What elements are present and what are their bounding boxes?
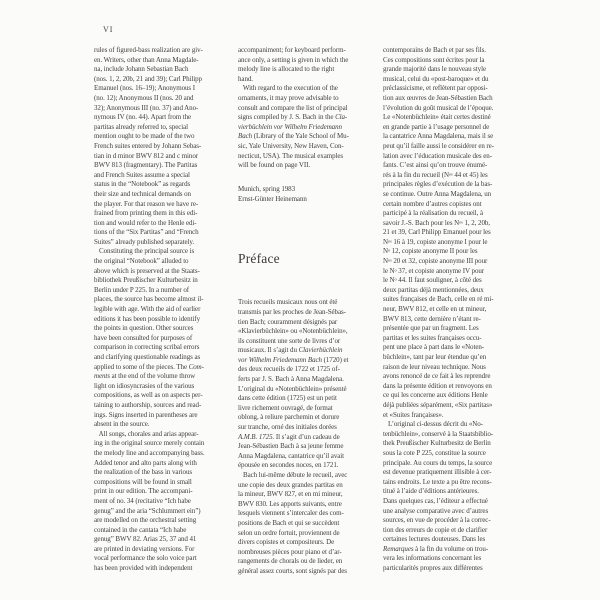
text-line: Remarques à la fin du volume on trou-: [383, 544, 489, 553]
text-line: places, the source has become almost il-: [94, 295, 204, 304]
text-line: nymous IV (no. 44). Apart from the: [94, 113, 192, 122]
text-line: musical, celui du «post-baroque» et du: [383, 74, 489, 83]
text-line: legible with age. With the aid of earlier: [94, 305, 201, 314]
text-line: le $N^o$ 37, et copiste anonyme IV pour: [383, 266, 485, 275]
text-line: Le «Notenbüchlein» était certes destiné: [383, 113, 491, 122]
text-line: vierbüchlein vor Wilhelm Friedemann: [238, 122, 342, 131]
signoff-place-date: Munich, spring 1983: [238, 184, 296, 193]
text-line: Constituting the principal source is: [94, 247, 195, 256]
text-line: se continue. Outre Anna Magdalena, un: [383, 189, 492, 198]
text-line: Bach lui-même débute le recueil, avec: [238, 471, 348, 479]
text-line: genug” and the aria “Schlummert ein”): [94, 506, 201, 515]
text-line: ils constituent une sorte de livres d’or: [238, 336, 341, 345]
text-line: bibliothek Preußischer Kulturbesitz in: [94, 276, 198, 285]
text-line: have been consulted for purposes of: [94, 333, 193, 342]
text-line: their size and technical demands on: [94, 189, 191, 198]
text-line: rangements de chorals ou de lieder, en: [238, 557, 343, 566]
text-line: tion aux œuvres de Jean-Sébastien Bach: [383, 93, 493, 102]
text-line: editions it has been possible to identify: [94, 314, 200, 323]
text-line: $N^{os}$ 20 et 32, copiste anonyme III pour: [383, 257, 488, 266]
text-line: frained from printing them in this edi-: [94, 209, 198, 218]
text-line: ce qui les concerne aux éditions Henle: [383, 391, 488, 400]
text-line: has been provided with independent: [94, 564, 193, 573]
text-line: épousée en secondes noces, en 1721.: [238, 461, 339, 470]
text-line: en. Writers, other than Anna Magdale-: [94, 55, 199, 64]
text-line: BWV 830. Les apports suivants, entre: [238, 499, 342, 508]
text-line: la mineur, BWV 827, et en mi mineur,: [238, 490, 343, 499]
text-line: vor Wilhelm Friedemann Bach (1720) et: [238, 355, 349, 364]
text-line: avons renoncé de ce fait à les reprendre: [383, 372, 491, 381]
text-line: applied to some of the pieces. The Com-: [94, 362, 204, 371]
text-line: hand.: [238, 74, 253, 83]
text-line: positions de Bach et qui se succèdent: [238, 518, 340, 527]
text-line: «Klavierbüchlein» ou «Notenbüchlein»,: [238, 327, 348, 336]
text-line: print in our edition. The accompani-: [94, 487, 193, 496]
text-line: Dans quelques cas, l’éditeur a effectué: [383, 496, 488, 505]
text-line: (no. 12); Anonymous II (nos. 20 and: [94, 93, 194, 102]
text-line: sous la cote P 225, constitue la source: [383, 448, 486, 457]
text-line: are printed in deviating versions. For: [94, 544, 195, 553]
text-line: tion and would refer to the Henle edi-: [94, 218, 197, 227]
text-line: des deux recueils de 1722 et 1725 of-: [238, 365, 340, 374]
text-line: ing in the original source merely contain: [94, 439, 205, 448]
text-line: Added tenor and alto parts along with: [94, 458, 197, 467]
text-line: All songs, chorales and arias appear-: [94, 429, 199, 438]
text-line: L’original ci-dessus décrit du «No-: [383, 420, 483, 429]
text-line: and clarifying questionable readings as: [94, 353, 201, 361]
text-line: tian in d minor BWV 812 and c minor: [94, 151, 199, 160]
text-line: the player. For that reason we have re-: [94, 199, 199, 208]
text-line: BWV 813 (fragmentary). The Partitas: [94, 161, 198, 170]
text-line: suites françaises de Bach, celle en ré mi-: [383, 295, 494, 304]
text-line: lesquels viennent s’intercaler des com-: [238, 509, 344, 518]
text-line: status in the “Notebook” as regards: [94, 180, 191, 189]
text-line: tenbüchlein», conservé à la Staatsbiblio-: [383, 429, 494, 438]
text-line: BWV 813, cette dernière n’étant re-: [383, 314, 481, 323]
text-line: contemporains de Bach et par ses fils.: [383, 46, 486, 54]
text-line: the original “Notebook” alluded to: [94, 257, 189, 266]
text-line: sur tranche, orné des initiales dorées: [238, 423, 337, 432]
text-line: le $N^o$ 44. Il faut souligner, à côté des: [383, 276, 482, 285]
text-line: tions of the “Six Partitas” and “French: [94, 228, 199, 237]
text-line: participé à la réalisation du recueil, à: [383, 209, 483, 218]
text-column-2: [238, 46, 374, 577]
text-line: tains endroits. Le texte a pu être recons-: [383, 477, 492, 486]
text-line: (nos. 1, 2, 20b, 21 and 39); Carl Philipp: [94, 74, 202, 83]
text-line: comparison in correcting scribal errors: [94, 343, 200, 352]
text-line: 21 et 39, Carl Philipp Emanuel pour les: [383, 228, 491, 237]
text-line: raison de leur niveau technique. Nous: [383, 362, 486, 371]
text-line: partitas already referred to, special: [94, 122, 189, 131]
text-line: the points in question. Other sources: [94, 324, 194, 333]
text-line: oblong, à reliure parchemin et dorure: [238, 413, 340, 422]
text-line: l’évolution du goût musical de l’époque.: [383, 103, 494, 112]
text-line: une copie des deux grandes partitas en: [238, 480, 343, 489]
text-line: deux partitas déjà mentionnées, deux: [383, 285, 484, 294]
english-preface-end: [238, 46, 374, 171]
text-line: taining to authorship, sources and read-: [94, 400, 202, 409]
text-line: principale. Au cours du temps, la source: [383, 458, 493, 467]
text-line: particularités propres aux différentes: [383, 564, 483, 573]
signoff-author: Ernst-Günter Heinemann: [238, 194, 307, 203]
text-line: nombreuses pièces pour piano et d’ar-: [238, 547, 342, 556]
french-preface-start: [238, 298, 374, 576]
text-line: necticut, USA). The musical examples: [238, 151, 344, 160]
text-line: A.M.B. 1725. Il s’agit d’un cadeau de: [238, 432, 340, 441]
text-column-3: [383, 46, 519, 574]
text-line: genug” BWV 82. Arias 25, 37 and 41: [94, 535, 197, 544]
text-line: above which is preserved at the Staats-: [94, 266, 200, 275]
text-line: rés à la fin du recueil ($N^{os}$ 44 et 45) les: [383, 170, 488, 179]
text-line: vocal performance the solo voice part: [94, 554, 197, 563]
text-line: musicaux. Il s’agit du Clavierbüchlein: [238, 346, 343, 355]
text-line: la cantatrice Anna Magdalena, mais il se: [383, 132, 494, 141]
preface-heading: Préface: [238, 251, 280, 267]
text-line: certaines lectures douteuses. Dans les: [383, 535, 486, 544]
text-line: selon un ordre fortuit, proviennent de: [238, 528, 340, 537]
text-line: dans cette édition (1725) est un petit: [238, 394, 337, 403]
text-line: 32); Anonymous III (no. 37) and Ano-: [94, 103, 199, 112]
text-line: pent une place à part dans le «Noten-: [383, 343, 485, 352]
text-line: will be found on page VII.: [238, 161, 311, 170]
text-line: mention ought to be made of the two: [94, 132, 195, 141]
text-line: ments at the end of the volume throw: [94, 372, 196, 381]
text-line: général assez courts, sont signés par des: [238, 566, 347, 575]
text-line: With regard to the execution of the: [238, 84, 338, 93]
text-line: accompaniment; for keyboard perform-: [238, 46, 346, 54]
text-line: büchlein», tant par leur étendue qu’en: [383, 353, 487, 361]
text-line: fants. C’est ainsi qu’on trouve énumé-: [383, 161, 488, 170]
text-line: absent in the source.: [94, 420, 150, 429]
text-line: transmis par les proches de Jean-Sébas-: [238, 307, 346, 316]
text-line: melody line is allocated to the right: [238, 65, 335, 74]
text-line: French suites entered by Johann Sebas-: [94, 141, 202, 150]
text-line: partitas et les suites françaises occu-: [383, 333, 482, 342]
text-line: Trois recueils musicaux nous ont été: [238, 298, 338, 307]
text-line: neur, BWV 812, et celle en ut mineur,: [383, 305, 487, 314]
text-line: principales règles d’exécution de la bas-: [383, 180, 493, 189]
text-line: the realization of the bass in various: [94, 468, 193, 477]
text-line: savoir J.-S. Bach pour les $N^{os}$ 1, 2, 20b,: [383, 218, 490, 227]
text-line: certain nombre d’autres copistes ont: [383, 199, 482, 208]
text-line: et «Suites françaises».: [383, 410, 444, 419]
text-line: $N^o$ 12, copiste anonyme II pour les: [383, 247, 478, 256]
text-line: and French Suites assume a special: [94, 170, 190, 179]
text-line: thek Preußischer Kulturbesitz de Berlin: [383, 439, 491, 448]
text-line: Anna Magdalena, cantatrice qu’il avait: [238, 451, 344, 460]
text-line: ornaments, it may prove advisable to: [238, 93, 339, 102]
text-line: une analyse comparative avec d’autres: [383, 506, 489, 515]
text-column-1: [94, 46, 230, 574]
text-line: L’original du «Notenbüchlein» présenté: [238, 384, 347, 393]
text-line: titué à l’aide d’éditions antérieures.: [383, 487, 479, 496]
text-line: lation avec l’éducation musicale des en-: [383, 151, 492, 160]
text-line: compositions will be found in small: [94, 477, 192, 486]
text-line: tion des erreurs de copie et de clarifier: [383, 525, 488, 534]
text-line: rules of figured-bass realization are giv-: [94, 46, 203, 54]
text-line: sources, en vue de procéder à la correc-: [383, 516, 491, 525]
text-line: the melody line and accompanying bass.: [94, 448, 205, 457]
text-line: ment of no. 34 (recitative “Ich habe: [94, 496, 191, 505]
text-line: light on idiosyncrasies of the various: [94, 381, 195, 390]
text-line: signs compiled by J. S. Bach in the Cla-: [238, 113, 348, 122]
text-line: Jean-Sébastien Bach à sa jeune femme: [238, 442, 344, 451]
text-line: en grande partie à l’usage personnel de: [383, 122, 490, 131]
text-line: divers copistes et compositeurs. De: [238, 538, 335, 547]
text-line: ance only, a setting is given in which the: [238, 55, 349, 64]
text-line: vera les informations concernant les: [383, 554, 482, 563]
text-line: contained in the cantata “Ich habe: [94, 525, 187, 534]
text-line: Emanuel (nos. 16–19); Anonymous I: [94, 84, 195, 93]
text-line: livre richement ouvragé, de format: [238, 403, 333, 412]
text-line: are modelled on the orchestral setting: [94, 516, 197, 525]
text-line: peut qu’il faille aussi le considérer en re-: [383, 141, 494, 150]
text-line: Berlin under P 225. In a number of: [94, 285, 190, 294]
text-line: ferts par J. S. Bach à Anna Magdalena.: [238, 375, 344, 384]
text-line: présentée que par un fragment. Les: [383, 324, 479, 333]
signoff-block: [238, 185, 374, 205]
text-line: consult and compare the list of principal: [238, 103, 348, 112]
text-line: sic, Yale University, New Haven, Con-: [238, 141, 344, 150]
text-line: est devenue pratiquement illisible à cer-: [383, 468, 492, 477]
text-line: tien Bach; couramment désignés par: [238, 317, 338, 326]
page-number: VI: [103, 25, 114, 34]
text-line: ings. Signs inserted in parentheses are: [94, 410, 198, 419]
text-line: préclassicisme, et reflètent par opposi-: [383, 84, 488, 93]
text-line: dans la présente édition et renvoyons en: [383, 381, 492, 390]
text-line: compositions, as well as on aspects per-: [94, 391, 203, 400]
text-line: Suites” already published separately.: [94, 237, 194, 246]
text-line: déjà publiées séparément, «Six partitas»: [383, 400, 493, 409]
text-line: $N^{os}$ 16 à 19, copiste anonyme I pour le: [383, 237, 488, 246]
text-line: grande majorité dans le nouveau style: [383, 65, 486, 74]
text-line: Bach (Library of the Yale School of Mu-: [238, 132, 349, 141]
text-line: na, include Johann Sebastian Bach: [94, 65, 189, 74]
text-line: Ces compositions sont écrites pour la: [383, 55, 485, 64]
